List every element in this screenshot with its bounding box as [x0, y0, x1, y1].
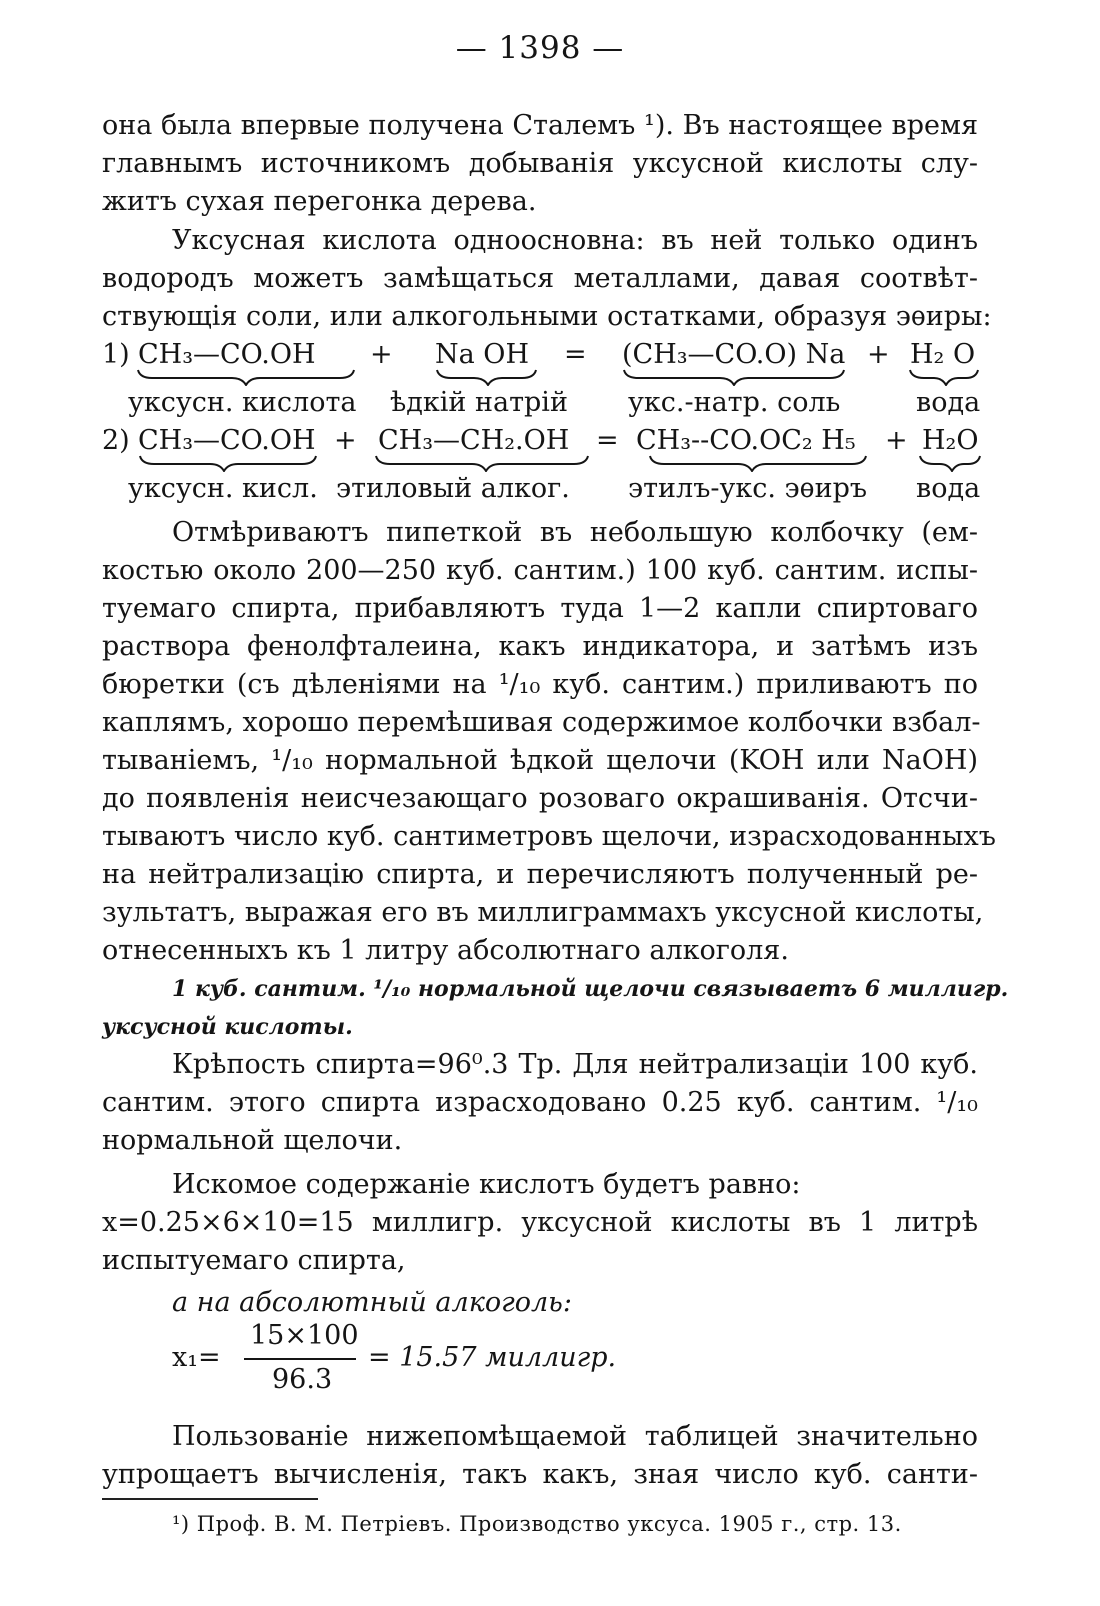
- text-line: она была впервые получена Сталемъ ¹). Въ настоящее время: [102, 110, 978, 141]
- text-line: ствующія соли, или алкогольными остатками, образуя эѳиры:: [102, 301, 992, 332]
- text-line: бюретки (съ дѣленіями на ¹/₁₀ куб. сантим.) приливаютъ по: [102, 669, 978, 700]
- text-line: Отмѣриваютъ пипеткой въ небольшую колбочку (ем-: [172, 517, 978, 548]
- text-line: каплямъ, хорошо перемѣшивая содержимое колбочки взбал-: [102, 707, 981, 738]
- text-line: испытуемаго спирта,: [102, 1245, 406, 1276]
- text-line: тываніемъ, ¹/₁₀ нормальной ѣдкой щелочи (KOH или NaOH): [102, 745, 978, 776]
- equation-operator: +: [334, 425, 357, 456]
- text-line: Крѣпость спирта=96⁰.3 Тр. Для нейтрализаціи 100 куб.: [172, 1049, 978, 1080]
- equation-label: этиловый алког.: [336, 473, 570, 504]
- equation-label: уксусн. кисл.: [128, 473, 318, 504]
- text-line: упрощаетъ вычисленія, такъ какъ, зная число куб. санти-: [102, 1459, 978, 1490]
- formula-denominator: 96.3: [272, 1364, 333, 1395]
- equation-operator: +: [867, 339, 890, 370]
- text-line: нормальной щелочи.: [102, 1125, 403, 1156]
- equation-label: укс.-натр. соль: [628, 387, 841, 418]
- text-line: житъ сухая перегонка дерева.: [102, 186, 537, 217]
- text-line: Уксусная кислота одноосновна: въ ней только одинъ: [172, 225, 978, 256]
- footnote: ¹) Проф. В. М. Петріевъ. Производство уксуса. 1905 г., стр. 13.: [172, 1512, 902, 1536]
- text-line: туемаго спирта, прибавляютъ туда 1—2 капли спиртоваго: [102, 593, 978, 624]
- formula-rhs: = 15.57 миллигр.: [368, 1342, 617, 1373]
- text-line: главнымъ источникомъ добыванія уксусной кислоты слу-: [102, 148, 978, 179]
- equation-label: вода: [916, 387, 981, 418]
- text-line: Пользованіе нижепомѣщаемой таблицей значительно: [172, 1421, 978, 1452]
- footnote-rule: [102, 1498, 318, 1500]
- italic-note-line: 1 куб. сантим. ¹/₁₀ нормальной щелочи связываетъ 6 миллигр.: [172, 976, 1009, 1002]
- equation-label: вода: [916, 473, 981, 504]
- text-line: водородъ можетъ замѣщаться металлами, давая соотвѣт-: [102, 263, 978, 294]
- equation-term: (CH₃—CO.O) Na: [622, 339, 846, 370]
- text-line: Искомое содержаніе кислотъ будетъ равно:: [172, 1169, 801, 1200]
- fraction-bar: [244, 1358, 356, 1360]
- equation-operator: +: [370, 339, 393, 370]
- page-number: — 1398 —: [455, 30, 625, 66]
- equation-operator: =: [564, 339, 587, 370]
- equation-number: 2): [102, 425, 130, 456]
- equation-label: уксусн. кислота: [128, 387, 357, 418]
- text-line: зультатъ, выражая его въ миллиграммахъ уксусной кислоты,: [102, 897, 984, 928]
- equation-term: CH₃—CO.OH: [138, 425, 316, 456]
- equation-term: H₂O: [922, 425, 979, 456]
- text-line: на нейтрализацію спирта, и перечисляютъ полученный ре-: [102, 859, 978, 890]
- text-line: отнесенныхъ къ 1 литру абсолютнаго алкоголя.: [102, 935, 789, 966]
- text-line: тываютъ число куб. сантиметровъ щелочи, израсходованныхъ: [102, 821, 996, 852]
- equation-label: этилъ-укс. эѳиръ: [628, 473, 868, 504]
- absolute-alcohol-line: а на абсолютный алкоголь:: [172, 1287, 572, 1318]
- equation-term: CH₃--CO.OC₂ H₅: [636, 425, 856, 456]
- equation-term: CH₃—CO.OH: [138, 339, 316, 370]
- text-line: раствора фенолфталеина, какъ индикатора, и затѣмъ изъ: [102, 631, 978, 662]
- equation-operator: =: [596, 425, 619, 456]
- italic-note-line: уксусной кислоты.: [102, 1014, 353, 1040]
- formula-numerator: 15×100: [250, 1320, 359, 1351]
- equation-term: CH₃—CH₂.OH: [378, 425, 570, 456]
- formula-lhs: x₁=: [172, 1342, 221, 1373]
- text-line: x=0.25×6×10=15 миллигр. уксусной кислоты въ 1 литрѣ: [102, 1207, 978, 1238]
- equation-term: H₂ O: [910, 339, 976, 370]
- text-line: до появленія неисчезающаго розоваго окрашиванія. Отсчи-: [102, 783, 978, 814]
- equation-number: 1): [102, 339, 130, 370]
- equation-operator: +: [885, 425, 908, 456]
- equation-term: Na OH: [435, 339, 529, 370]
- text-line: костью около 200—250 куб. сантим.) 100 куб. сантим. испы-: [102, 555, 978, 586]
- equation-label: ѣдкій натрій: [390, 387, 568, 418]
- text-line: сантим. этого спирта израсходовано 0.25 куб. сантим. ¹/₁₀: [102, 1087, 978, 1118]
